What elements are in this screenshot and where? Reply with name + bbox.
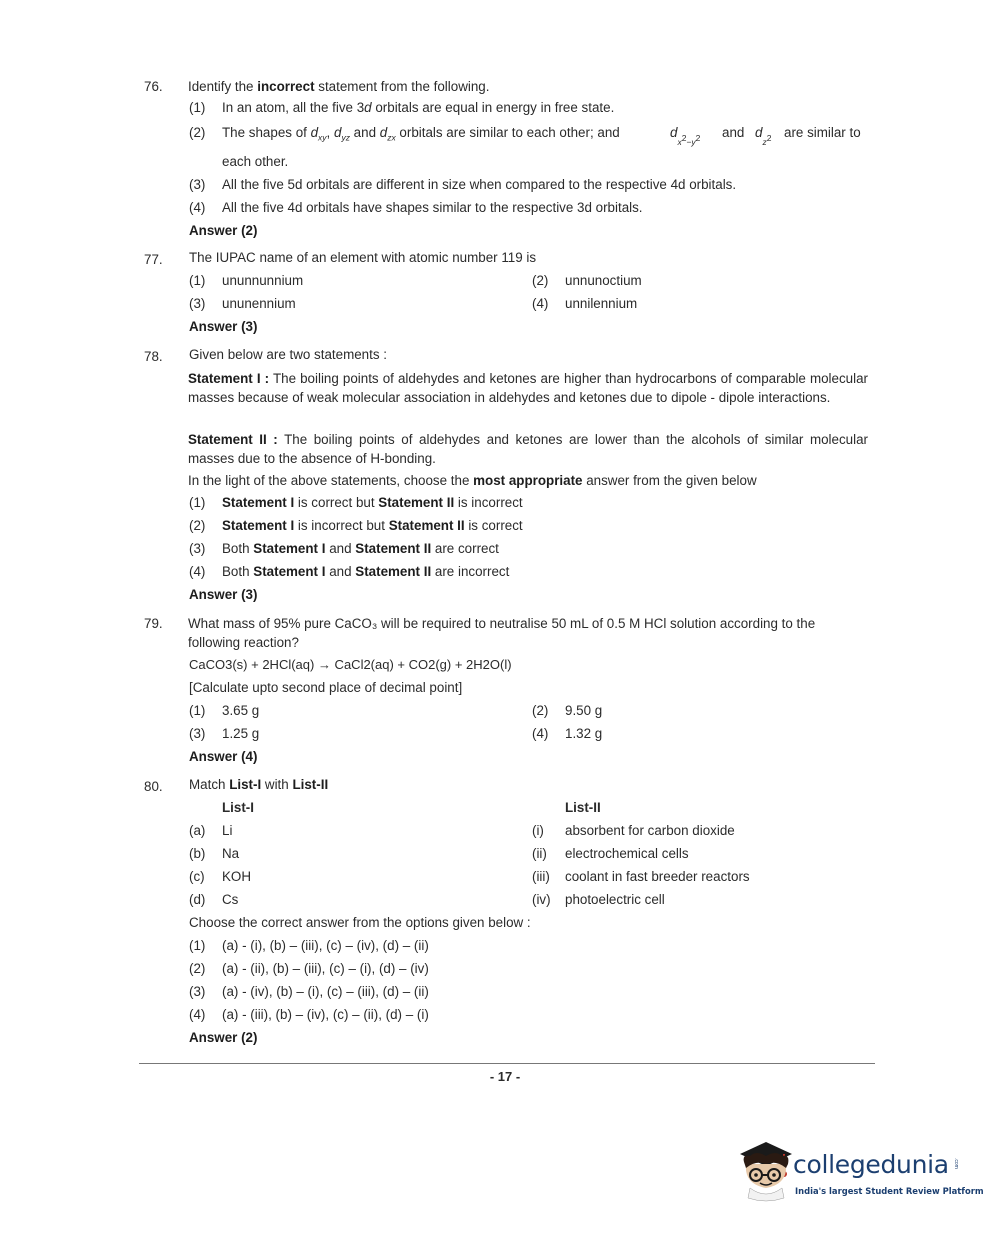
question-number: 76.: [144, 79, 163, 94]
option-text: Both Statement I and Statement II are incorrect: [222, 564, 510, 579]
option-number: (4): [189, 564, 206, 579]
option-text: Statement I is incorrect but Statement II is correct: [222, 518, 523, 533]
option-number: (1): [189, 938, 206, 953]
list-item: absorbent for carbon dioxide: [565, 823, 735, 838]
option-text: (a) - (iii), (b) – (iv), (c) – (ii), (d) – (i): [222, 1007, 429, 1022]
list-label: (ii): [532, 846, 547, 861]
option-text: All the five 4d orbitals have shapes similar to the respective 3d orbitals.: [222, 200, 643, 215]
option-text: and: [722, 125, 745, 140]
list-2-heading: List-II: [565, 800, 601, 815]
option-text: (a) - (ii), (b) – (iii), (c) – (i), (d) – (iv): [222, 961, 429, 976]
option-number: (1): [189, 703, 206, 718]
list-item: Na: [222, 846, 240, 861]
option-text: All the five 5d orbitals are different in size when compared to the respective 4d orbitals.: [222, 177, 737, 192]
question-stem: Match List-I with List-II: [189, 777, 329, 792]
option-number: (1): [189, 495, 206, 510]
list-item: photoelectric cell: [565, 892, 665, 907]
option-text: (a) - (iv), (b) – (i), (c) – (iii), (d) – (ii): [222, 984, 429, 999]
option-number: (4): [189, 200, 206, 215]
option-number: (4): [532, 726, 549, 741]
list-item: KOH: [222, 869, 252, 884]
option-number: (3): [189, 541, 206, 556]
option-text: (a) - (i), (b) – (iii), (c) – (iv), (d) – (ii): [222, 938, 429, 953]
question-stem: The IUPAC name of an element with atomic number 119 is: [189, 250, 537, 265]
option-text: Both Statement I and Statement II are correct: [222, 541, 499, 556]
instruction: Choose the correct answer from the options given below :: [189, 915, 531, 930]
option-number: (4): [189, 1007, 206, 1022]
question-number: 79.: [144, 616, 163, 631]
option-text: Statement I is correct but Statement II is incorrect: [222, 495, 523, 510]
orbital-dx2y2: $d_{x^2-y^2}$: [670, 125, 701, 147]
option-text: unnunoctium: [565, 273, 642, 288]
note: [Calculate upto second place of decimal point]: [189, 680, 463, 695]
option-number: (3): [189, 726, 206, 741]
option-number: (4): [532, 296, 549, 311]
brand-name: collegedunia: [793, 1150, 949, 1179]
option-text: ununnunnium: [222, 273, 304, 288]
instruction: In the light of the above statements, choose the most appropriate answer from the given below: [188, 473, 757, 488]
answer: Answer (4): [189, 749, 258, 764]
option-number: (3): [189, 177, 206, 192]
option-number: (2): [189, 961, 206, 976]
list-label: (a): [189, 823, 206, 838]
page-number: - 17 -: [489, 1069, 521, 1084]
option-text: In an atom, all the five 3d orbitals are equal in energy in free state.: [222, 100, 615, 115]
answer: Answer (2): [189, 223, 258, 238]
option-text: 9.50 g: [565, 703, 603, 718]
question-number: 78.: [144, 349, 163, 364]
option-number: (2): [532, 273, 549, 288]
mascot-logo-icon: [736, 1138, 794, 1204]
answer: Answer (2): [189, 1030, 258, 1045]
list-item: Cs: [222, 892, 239, 907]
question-stem: What mass of 95% pure CaCO₃ will be required to neutralise 50 mL of 0.5 M HCl solution according to the following reaction?: [188, 616, 816, 650]
list-label: (b): [189, 846, 206, 861]
footer-divider: [139, 1063, 875, 1064]
option-number: (2): [189, 518, 206, 533]
option-number: (2): [532, 703, 549, 718]
option-text: each other.: [222, 154, 289, 169]
option-text: unnilennium: [565, 296, 638, 311]
option-text: are similar to: [784, 125, 861, 140]
brand-tagline: India's largest Student Review Platform: [795, 1186, 984, 1196]
option-text: ununennium: [222, 296, 296, 311]
list-label: (i): [532, 823, 544, 838]
list-label: (iii): [532, 869, 550, 884]
list-item: coolant in fast breeder reactors: [565, 869, 750, 884]
option-text: 1.32 g: [565, 726, 603, 741]
answer: Answer (3): [189, 319, 258, 334]
option-number: (3): [189, 296, 206, 311]
reaction-equation: CaCO3(s) + 2HCl(aq) → CaCl2(aq) + CO2(g) + 2H2O(l): [189, 657, 512, 672]
statement-1: Statement I : The boiling points of aldehydes and ketones are higher than hydrocarbons of comparable molecular masses because of weak molecular association in aldehydes and ketones due to dipole - dipole interactions.: [188, 371, 868, 405]
option-number: (3): [189, 984, 206, 999]
list-label: (iv): [532, 892, 551, 907]
list-item: Li: [222, 823, 233, 838]
option-text: The shapes of $d_{xy}$, $d_{yz}$ and $d_{zx}$ orbitals are similar to each other; and: [222, 125, 620, 143]
list-label: (d): [189, 892, 206, 907]
list-item: electrochemical cells: [565, 846, 689, 861]
option-text: 1.25 g: [222, 726, 260, 741]
brand-domain: .com: [953, 1158, 959, 1169]
option-text: 3.65 g: [222, 703, 260, 718]
list-1-heading: List-I: [222, 800, 254, 815]
question-stem: Given below are two statements :: [189, 347, 387, 362]
option-number: (2): [189, 125, 206, 140]
list-label: (c): [189, 869, 205, 884]
answer: Answer (3): [189, 587, 258, 602]
question-stem: Identify the incorrect statement from the following.: [188, 79, 490, 94]
question-number: 80.: [144, 779, 163, 794]
option-number: (1): [189, 273, 206, 288]
statement-2: Statement II : The boiling points of aldehydes and ketones are lower than the alcohols of similar molecular masses due to the absence of H-bonding.: [188, 432, 868, 466]
option-number: (1): [189, 100, 206, 115]
orbital-dz2: $d_{z^2}$: [755, 125, 772, 147]
question-number: 77.: [144, 252, 163, 267]
